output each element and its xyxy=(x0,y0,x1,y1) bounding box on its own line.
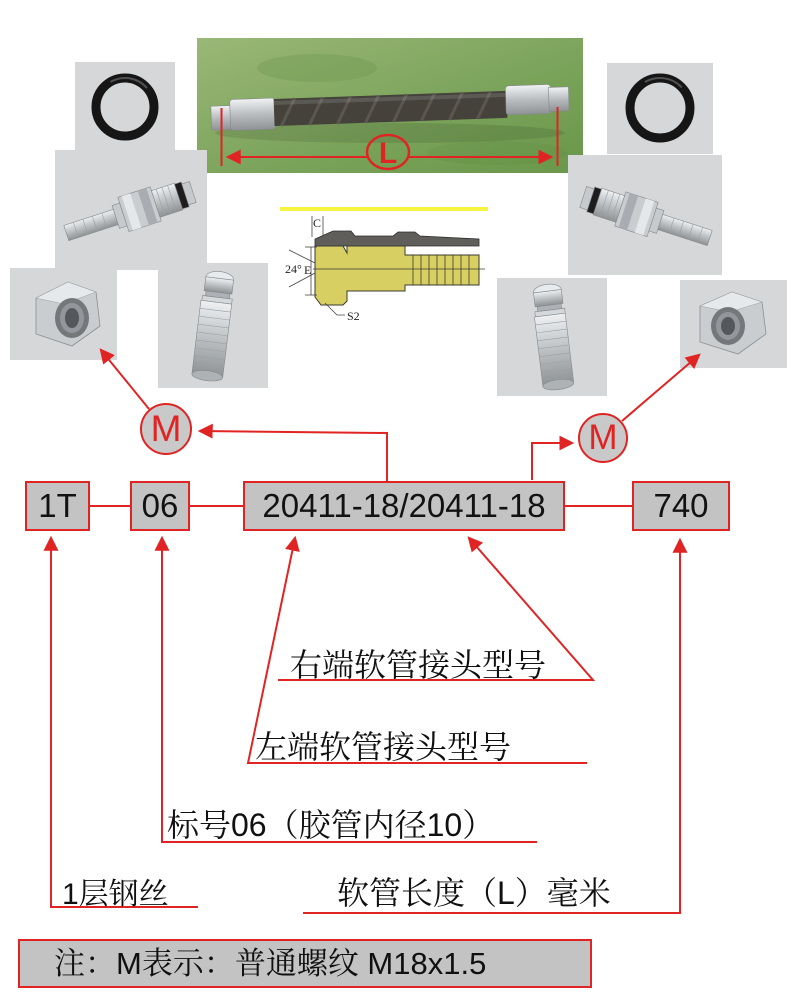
fitting-left-illustration xyxy=(55,150,207,270)
yellow-divider-line xyxy=(280,207,488,211)
photo-oring-left xyxy=(75,62,175,152)
ferrule-left-illustration xyxy=(158,263,268,388)
code-box-fitting-models: 20411-18/20411-18 xyxy=(243,481,565,531)
table-blotch xyxy=(427,141,567,165)
leader-size-label xyxy=(162,538,537,842)
ferrule-icon xyxy=(191,270,235,383)
label-right-fitting-model: 右端软管接头型号 xyxy=(290,647,547,683)
photo-hose-assembly xyxy=(197,38,583,173)
photo-oring-right xyxy=(607,63,713,154)
code-box-size: 06 xyxy=(130,481,190,531)
thread-marker-letter: M xyxy=(150,408,182,449)
photo-fitting-left xyxy=(55,150,207,270)
label-left-fitting-model: 左端软管接头型号 xyxy=(255,729,512,765)
photo-nut-left xyxy=(10,268,117,360)
photo-ferrule-left xyxy=(158,263,268,388)
thread-note: 注：M表示：普通螺纹 M18x1.5 xyxy=(18,939,592,988)
label-hose-length: 软管长度（L）毫米 xyxy=(337,875,611,911)
thread-core xyxy=(721,317,735,335)
barb-shaft xyxy=(64,209,118,240)
fitting-shapes xyxy=(578,180,716,255)
hose-left-ferrule xyxy=(230,98,276,131)
photo-nut-right xyxy=(680,280,787,368)
label-angle: 24° xyxy=(285,262,302,276)
thread-core xyxy=(65,308,79,328)
label-wire-layers: 1层钢丝 xyxy=(62,878,169,911)
leader-wire-label xyxy=(51,538,198,907)
label-c: C xyxy=(312,216,322,230)
fitting-right-illustration xyxy=(568,155,722,275)
fitting-body xyxy=(315,246,479,305)
thread-marker-left xyxy=(140,403,192,455)
label-e: E xyxy=(304,263,312,277)
table-blotch xyxy=(257,54,377,82)
label-s2: S2 xyxy=(347,309,360,323)
label-size-code: 标号06（胶管内径10） xyxy=(167,807,495,843)
photo-ferrule-right xyxy=(497,278,607,396)
thread-marker-letter: M xyxy=(588,418,618,457)
fitting-icon xyxy=(61,175,199,250)
photo-fitting-right xyxy=(568,155,722,275)
dim-label-L: L xyxy=(378,137,398,170)
hose-right-ferrule xyxy=(505,84,551,115)
cap-profile xyxy=(315,231,479,246)
ferrule-right-illustration xyxy=(497,278,607,396)
leader-box-to-right-m xyxy=(532,443,572,480)
ferrule-icon xyxy=(531,282,575,391)
hose-left-nut xyxy=(211,106,232,131)
code-box-length: 740 xyxy=(632,481,730,531)
nut-right-illustration xyxy=(680,280,787,368)
nut-left-illustration xyxy=(10,268,117,360)
hose-photo-illustration xyxy=(197,38,583,173)
cad-drawing-svg xyxy=(275,203,500,343)
leader-box-to-left-m xyxy=(200,431,387,481)
barb-shaft xyxy=(658,214,712,245)
thread-marker-right xyxy=(578,413,628,463)
cad-drawing xyxy=(275,203,500,343)
oring-left-illustration xyxy=(75,62,175,152)
hose-right-nut xyxy=(548,87,569,112)
fitting-icon xyxy=(578,180,716,255)
code-box-wire-layers: 1T xyxy=(25,481,90,531)
oring-right-illustration xyxy=(607,63,713,154)
